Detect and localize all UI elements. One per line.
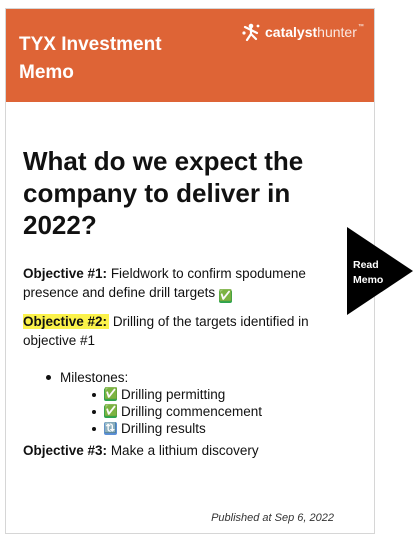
objective-1 bbox=[23, 264, 353, 303]
list-item bbox=[92, 386, 262, 403]
memo-headline: What do we expect the company to deliver in 2022? bbox=[23, 146, 304, 240]
objective-1-text: Fieldwork to confirm spodumene presence and define drill targets bbox=[23, 266, 306, 300]
bullet-disc-icon bbox=[46, 375, 51, 380]
milestones-heading: Milestones: bbox=[46, 369, 262, 386]
bullet-icon bbox=[92, 427, 96, 431]
refresh-arrows-icon: 🔃 bbox=[104, 423, 117, 434]
objective-3-text: Make a lithium discovery bbox=[110, 443, 259, 458]
milestone-text: Drilling permitting bbox=[121, 387, 226, 402]
milestones-items bbox=[92, 386, 262, 437]
catalyst-hunter-logo bbox=[240, 20, 364, 44]
objective-2-label: Objective #2: bbox=[23, 314, 108, 329]
objective-2 bbox=[23, 312, 353, 350]
milestones-list bbox=[46, 369, 262, 437]
memo-title: TYX Investment Memo bbox=[19, 34, 162, 83]
milestone-text: Drilling commencement bbox=[121, 404, 263, 419]
objective-1-label: Objective #1: bbox=[23, 266, 108, 281]
logo-wordmark: catalysthunter™ bbox=[265, 24, 364, 40]
objective-3-label: Objective #3: bbox=[23, 443, 108, 458]
check-mark-icon: ✅ bbox=[218, 290, 233, 302]
check-mark-icon: ✅ bbox=[104, 388, 118, 400]
read-memo-label[interactable]: Read Memo bbox=[353, 259, 384, 286]
check-mark-icon: ✅ bbox=[104, 405, 118, 417]
bullet-icon bbox=[92, 393, 96, 397]
objective-3 bbox=[23, 441, 353, 460]
milestone-text: Drilling results bbox=[121, 421, 206, 436]
memo-header bbox=[6, 9, 374, 102]
objective-2-text: Drilling of the targets identified in objective #1 bbox=[23, 314, 309, 348]
catalyst-hunter-logo-icon bbox=[240, 21, 262, 43]
memo-card bbox=[5, 8, 375, 534]
bullet-icon bbox=[92, 410, 96, 414]
list-item bbox=[92, 403, 262, 420]
list-item bbox=[92, 420, 262, 437]
published-date: Published at Sep 6, 2022 bbox=[211, 512, 334, 524]
